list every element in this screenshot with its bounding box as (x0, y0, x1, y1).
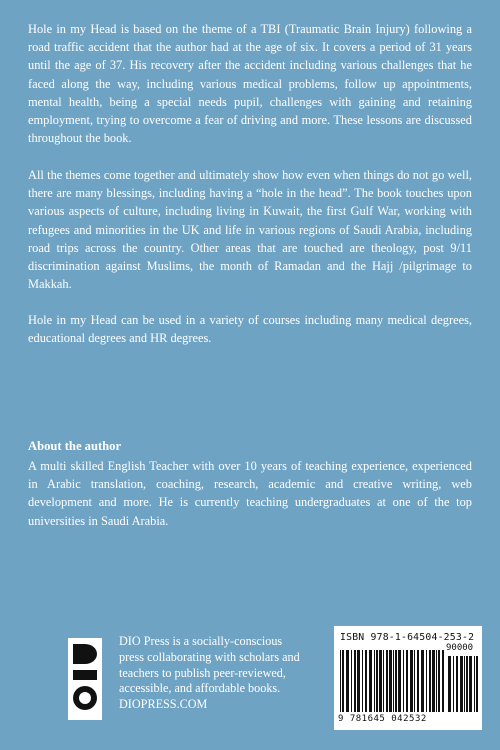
barcode-addon-number: 90000 (446, 643, 474, 653)
publisher-website: DIOPRESS.COM (119, 697, 208, 712)
about-author-heading: About the author (28, 439, 122, 453)
isbn-barcode (334, 626, 482, 730)
dio-press-logo (68, 638, 102, 720)
about-author-text: A multi skilled English Teacher with over 10 years of teaching experience, experienced in Arabic translation, coaching, research, academic and creative writing, web development and more. He is currently teaching undergraduates at one of the top universities in Saudi Arabia. (28, 459, 472, 528)
blurb-paragraph-1: Hole in my Head is based on the theme of a TBI (Traumatic Brain Injury) following a road traffic accident that the author had at the age of six. It covers a period of 31 years until the age of 37. His recovery after the accident including various challenges that he faced along the way, including various medical problems, follow up appointments, mental health, being a special needs pupil, challenges with gaining and retaining employment, trying to overcome a fear of driving and more. These lessons are discussed throughout the book. (28, 22, 472, 146)
isbn-number: ISBN 978-1-64504-253-2 (340, 632, 475, 643)
blurb-paragraph-3: Hole in my Head can be used in a variety of courses including many medical degrees, educational degrees and HR degrees. (28, 313, 472, 346)
publisher-line-2: press collaborating with scholars and (119, 649, 300, 664)
dio-logo-icon (68, 638, 102, 720)
barcode-bars-icon (340, 650, 444, 712)
publisher-statement (119, 634, 319, 713)
blurb-paragraph-2: All the themes come together and ultimately show how even when things do not go well, there are many blessings, including having a “hole in the head”. The book touches upon various aspects of culture, including living in Kuwait, the first Gulf War, working with refugees and minorities in the UK and life in various regions of Saudi Arabia, including road trips across the country. Other areas that are touched are theology, post 9/11 discrimination against Muslims, the month of Ramadan and the Hajj /pilgrimage to Makkah. (28, 168, 472, 292)
publisher-line-3: teachers to publish peer-reviewed, (119, 665, 286, 680)
publisher-line-1: DIO Press is a socially-conscious (119, 634, 283, 648)
ean-number: 9 781645 042532 (338, 714, 427, 724)
barcode-addon-bars-icon (448, 656, 478, 712)
publisher-line-4: accessible, and affordable books. (119, 681, 281, 696)
